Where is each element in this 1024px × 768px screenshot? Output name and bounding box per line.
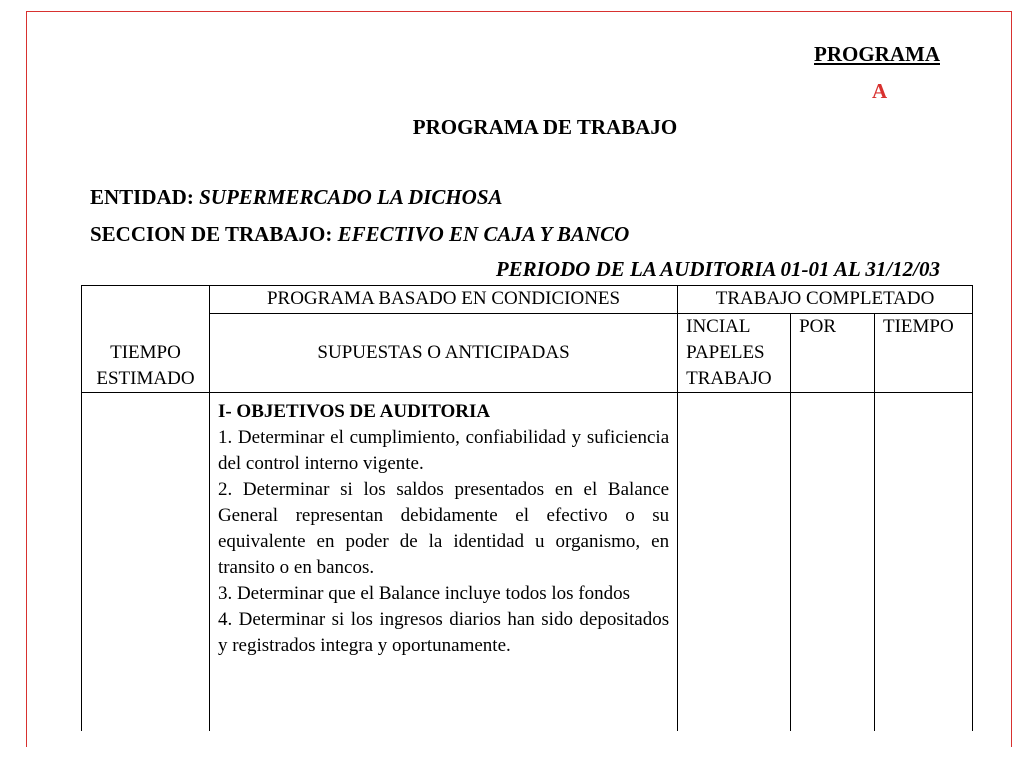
cell-tiempo2-body — [875, 393, 973, 732]
entidad-label: ENTIDAD: — [90, 185, 194, 209]
objectives-title: I- OBJETIVOS DE AUDITORIA — [217, 401, 491, 422]
objective-item: 3. Determinar que el Balance incluye todos los fondos — [217, 583, 631, 604]
objectives-cell — [209, 393, 677, 732]
header-tiempo-estimado — [82, 286, 210, 393]
program-letter: A — [872, 79, 888, 103]
subheader-inicial — [678, 314, 791, 393]
header-tiempo-line2: ESTIMADO — [96, 368, 195, 389]
cell-por-body — [791, 393, 875, 732]
objective-item: 4. Determinar si los ingresos diarios han sido depositados y registrados integra y oportunamente. — [217, 609, 670, 656]
seccion-value: EFECTIVO EN CAJA Y BANCO — [337, 222, 630, 246]
cell-tiempo-body — [82, 393, 210, 732]
subheader-inicial-line2: PAPELES — [686, 342, 765, 363]
document-title: PROGRAMA DE TRABAJO — [412, 115, 678, 139]
header-supuestas: SUPUESTAS O ANTICIPADAS — [209, 314, 677, 393]
seccion-label: SECCION DE TRABAJO: — [90, 222, 333, 246]
header-tiempo-line1: TIEMPO — [110, 342, 181, 363]
subheader-por: POR — [791, 314, 875, 393]
program-label: PROGRAMA — [814, 42, 940, 66]
objective-item: 1. Determinar el cumplimiento, confiabilidad y suficiencia del control interno vigente. — [217, 427, 670, 474]
entidad-line — [90, 184, 503, 210]
subheader-tiempo: TIEMPO — [875, 314, 973, 393]
audit-period: PERIODO DE LA AUDITORIA 01-01 AL 31/12/03 — [495, 257, 940, 281]
subheader-inicial-line3: TRABAJO — [686, 368, 772, 389]
cell-inicial-body — [678, 393, 791, 732]
entidad-value: SUPERMERCADO LA DICHOSA — [199, 185, 503, 209]
header-programa: PROGRAMA BASADO EN CONDICIONES — [209, 286, 677, 314]
seccion-line — [90, 221, 629, 247]
work-program-table — [81, 285, 973, 731]
objective-item: 2. Determinar si los saldos presentados en el Balance General representan debidamente el efectivo o su equivalente en poder de la identidad u organismo, en transito o en bancos. — [217, 479, 670, 578]
header-trabajo-completado: TRABAJO COMPLETADO — [678, 286, 973, 314]
subheader-inicial-line1: INCIAL — [686, 316, 751, 337]
